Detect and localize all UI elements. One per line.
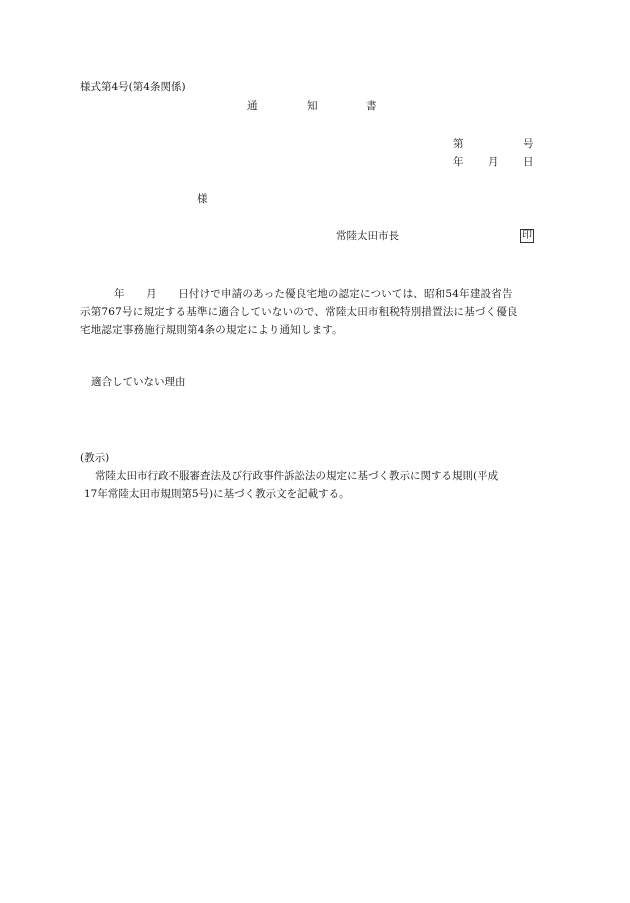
- number-suffix: 号: [523, 138, 534, 150]
- number-prefix: 第: [453, 138, 464, 150]
- seal-box: [520, 229, 534, 243]
- form-label: 様式第4号(第4条関係): [80, 81, 186, 93]
- reason-label: 適合していない理由: [91, 376, 186, 388]
- body-line-1: 年 月 日付けで申請のあった優良宅地の認定については、昭和54年建設省告: [114, 288, 513, 300]
- date-day: 日: [523, 156, 534, 168]
- date-year: 年: [453, 156, 464, 168]
- notice-line-2: 17年常陸太田市規則第5号)に基づく教示文を記載する。: [84, 488, 350, 500]
- issuer-name: 常陸太田市長: [336, 230, 399, 242]
- notice-line-1: 常陸太田市行政不服審査法及び行政事件訴訟法の規定に基づく教示に関する規則(平成: [95, 470, 499, 482]
- title-char-1: 通: [247, 100, 258, 112]
- addressee-suffix: 様: [197, 193, 208, 205]
- title-char-3: 書: [366, 100, 377, 112]
- body-line-3: 宅地認定事務施行規則第4条の規定により通知します。: [80, 324, 343, 336]
- date-month: 月: [488, 156, 499, 168]
- notice-heading: (教示): [80, 452, 110, 464]
- seal-char: 印: [522, 230, 532, 241]
- body-line-2: 示第767号に規定する基準に適合していないので、常陸太田市租税特別措置法に基づく優良: [80, 306, 518, 318]
- title-char-2: 知: [307, 100, 318, 112]
